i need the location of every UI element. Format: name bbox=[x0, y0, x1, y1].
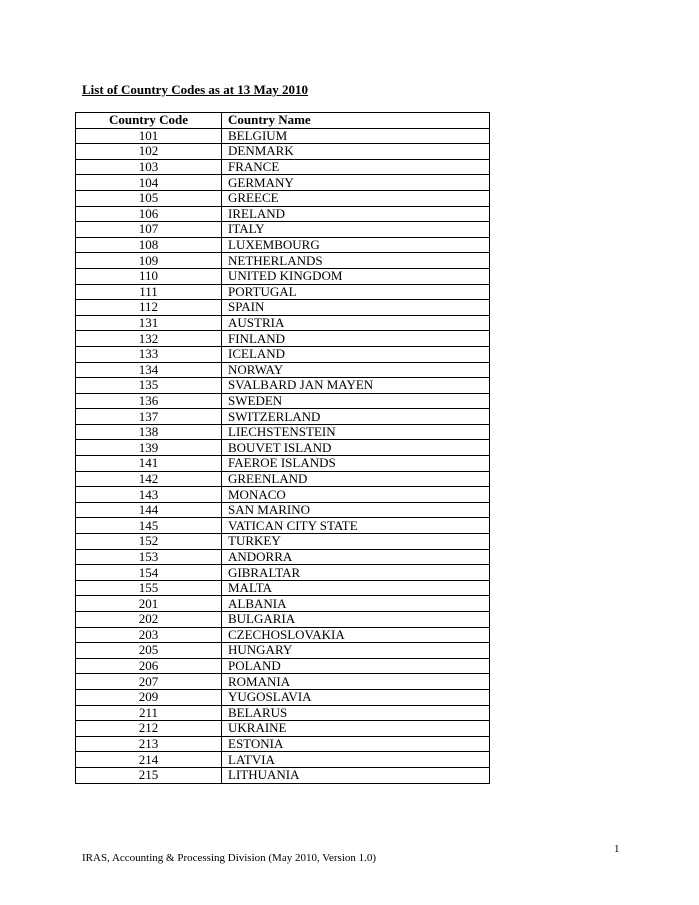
table-row bbox=[76, 222, 490, 238]
country-code-cell: 132 bbox=[76, 331, 222, 347]
table-row bbox=[76, 736, 490, 752]
country-code-cell: 110 bbox=[76, 268, 222, 284]
country-name-cell: AUSTRIA bbox=[222, 315, 490, 331]
country-code-cell: 105 bbox=[76, 190, 222, 206]
country-code-cell: 144 bbox=[76, 502, 222, 518]
country-name-cell: CZECHOSLOVAKIA bbox=[222, 627, 490, 643]
country-code-cell: 135 bbox=[76, 378, 222, 394]
table-row bbox=[76, 627, 490, 643]
table-row bbox=[76, 456, 490, 472]
table-row bbox=[76, 300, 490, 316]
country-name-cell: SWEDEN bbox=[222, 393, 490, 409]
table-row bbox=[76, 534, 490, 550]
country-code-cell: 136 bbox=[76, 393, 222, 409]
country-name-cell: ANDORRA bbox=[222, 549, 490, 565]
country-code-cell: 152 bbox=[76, 534, 222, 550]
table-row bbox=[76, 284, 490, 300]
country-name-cell: SPAIN bbox=[222, 300, 490, 316]
country-name-cell: TURKEY bbox=[222, 534, 490, 550]
country-name-cell: IRELAND bbox=[222, 206, 490, 222]
country-name-cell: BULGARIA bbox=[222, 612, 490, 628]
country-name-cell: ALBANIA bbox=[222, 596, 490, 612]
country-name-cell: BELARUS bbox=[222, 705, 490, 721]
country-code-cell: 141 bbox=[76, 456, 222, 472]
table-row bbox=[76, 440, 490, 456]
table-row bbox=[76, 253, 490, 269]
table-row bbox=[76, 549, 490, 565]
country-name-cell: ICELAND bbox=[222, 346, 490, 362]
country-code-cell: 213 bbox=[76, 736, 222, 752]
country-code-cell: 201 bbox=[76, 596, 222, 612]
country-code-cell: 108 bbox=[76, 237, 222, 253]
country-name-cell: VATICAN CITY STATE bbox=[222, 518, 490, 534]
country-name-cell: SWITZERLAND bbox=[222, 409, 490, 425]
table-row bbox=[76, 689, 490, 705]
country-code-cell: 206 bbox=[76, 658, 222, 674]
country-name-cell: DENMARK bbox=[222, 144, 490, 160]
table-row bbox=[76, 502, 490, 518]
country-name-cell: HUNGARY bbox=[222, 643, 490, 659]
country-name-cell: BELGIUM bbox=[222, 128, 490, 144]
table-row bbox=[76, 144, 490, 160]
table-row bbox=[76, 190, 490, 206]
country-code-cell: 142 bbox=[76, 471, 222, 487]
country-code-cell: 215 bbox=[76, 767, 222, 783]
country-name-cell: BOUVET ISLAND bbox=[222, 440, 490, 456]
table-row bbox=[76, 206, 490, 222]
table-row bbox=[76, 424, 490, 440]
country-code-cell: 109 bbox=[76, 253, 222, 269]
country-code-cell: 154 bbox=[76, 565, 222, 581]
country-code-cell: 133 bbox=[76, 346, 222, 362]
country-code-cell: 103 bbox=[76, 159, 222, 175]
page-footer: IRAS, Accounting & Processing Division (May 2010, Version 1.0) bbox=[82, 852, 377, 864]
country-code-cell: 104 bbox=[76, 175, 222, 191]
page-number: 1 bbox=[614, 843, 620, 855]
table-row bbox=[76, 721, 490, 737]
country-name-cell: SVALBARD JAN MAYEN bbox=[222, 378, 490, 394]
country-code-cell: 202 bbox=[76, 612, 222, 628]
country-code-cell: 131 bbox=[76, 315, 222, 331]
table-row bbox=[76, 378, 490, 394]
country-name-cell: YUGOSLAVIA bbox=[222, 689, 490, 705]
country-code-cell: 112 bbox=[76, 300, 222, 316]
country-name-cell: GERMANY bbox=[222, 175, 490, 191]
table-row bbox=[76, 346, 490, 362]
country-code-cell: 111 bbox=[76, 284, 222, 300]
table-row bbox=[76, 752, 490, 768]
table-row bbox=[76, 674, 490, 690]
column-header-country-code: Country Code bbox=[76, 113, 222, 129]
country-name-cell: GREECE bbox=[222, 190, 490, 206]
country-code-cell: 106 bbox=[76, 206, 222, 222]
country-code-cell: 155 bbox=[76, 580, 222, 596]
table-row bbox=[76, 487, 490, 503]
country-code-cell: 139 bbox=[76, 440, 222, 456]
table-row bbox=[76, 612, 490, 628]
country-code-cell: 203 bbox=[76, 627, 222, 643]
document-title: List of Country Codes as at 13 May 2010 bbox=[82, 82, 309, 97]
country-name-cell: FINLAND bbox=[222, 331, 490, 347]
country-name-cell: GREENLAND bbox=[222, 471, 490, 487]
country-code-cell: 205 bbox=[76, 643, 222, 659]
country-code-cell: 153 bbox=[76, 549, 222, 565]
country-code-cell: 107 bbox=[76, 222, 222, 238]
country-name-cell: LIECHSTENSTEIN bbox=[222, 424, 490, 440]
country-name-cell: UKRAINE bbox=[222, 721, 490, 737]
table-row bbox=[76, 159, 490, 175]
table-row bbox=[76, 362, 490, 378]
table-row bbox=[76, 580, 490, 596]
table-row bbox=[76, 315, 490, 331]
country-code-cell: 211 bbox=[76, 705, 222, 721]
table-row bbox=[76, 393, 490, 409]
country-code-cell: 209 bbox=[76, 689, 222, 705]
country-name-cell: SAN MARINO bbox=[222, 502, 490, 518]
country-name-cell: GIBRALTAR bbox=[222, 565, 490, 581]
country-code-cell: 137 bbox=[76, 409, 222, 425]
table-body bbox=[76, 128, 490, 783]
table-row bbox=[76, 128, 490, 144]
country-name-cell: LUXEMBOURG bbox=[222, 237, 490, 253]
country-name-cell: FRANCE bbox=[222, 159, 490, 175]
country-code-cell: 212 bbox=[76, 721, 222, 737]
table-row bbox=[76, 175, 490, 191]
country-name-cell: MONACO bbox=[222, 487, 490, 503]
country-name-cell: PORTUGAL bbox=[222, 284, 490, 300]
table-row bbox=[76, 268, 490, 284]
country-code-cell: 145 bbox=[76, 518, 222, 534]
country-name-cell: FAEROE ISLANDS bbox=[222, 456, 490, 472]
country-code-cell: 143 bbox=[76, 487, 222, 503]
country-codes-table bbox=[75, 112, 490, 784]
country-name-cell: NORWAY bbox=[222, 362, 490, 378]
table-row bbox=[76, 471, 490, 487]
table-row bbox=[76, 565, 490, 581]
table-row bbox=[76, 596, 490, 612]
country-code-cell: 214 bbox=[76, 752, 222, 768]
country-name-cell: ITALY bbox=[222, 222, 490, 238]
country-code-cell: 138 bbox=[76, 424, 222, 440]
country-name-cell: NETHERLANDS bbox=[222, 253, 490, 269]
country-name-cell: LATVIA bbox=[222, 752, 490, 768]
table-header-row bbox=[76, 113, 490, 129]
country-code-cell: 101 bbox=[76, 128, 222, 144]
table-row bbox=[76, 643, 490, 659]
country-name-cell: LITHUANIA bbox=[222, 767, 490, 783]
country-code-cell: 134 bbox=[76, 362, 222, 378]
column-header-country-name: Country Name bbox=[222, 113, 490, 129]
country-name-cell: ROMANIA bbox=[222, 674, 490, 690]
country-name-cell: UNITED KINGDOM bbox=[222, 268, 490, 284]
table-row bbox=[76, 409, 490, 425]
table-row bbox=[76, 658, 490, 674]
country-code-cell: 207 bbox=[76, 674, 222, 690]
table-row bbox=[76, 518, 490, 534]
table-row bbox=[76, 767, 490, 783]
country-name-cell: MALTA bbox=[222, 580, 490, 596]
table-row bbox=[76, 237, 490, 253]
table-row bbox=[76, 705, 490, 721]
country-name-cell: POLAND bbox=[222, 658, 490, 674]
table-row bbox=[76, 331, 490, 347]
country-name-cell: ESTONIA bbox=[222, 736, 490, 752]
country-code-cell: 102 bbox=[76, 144, 222, 160]
